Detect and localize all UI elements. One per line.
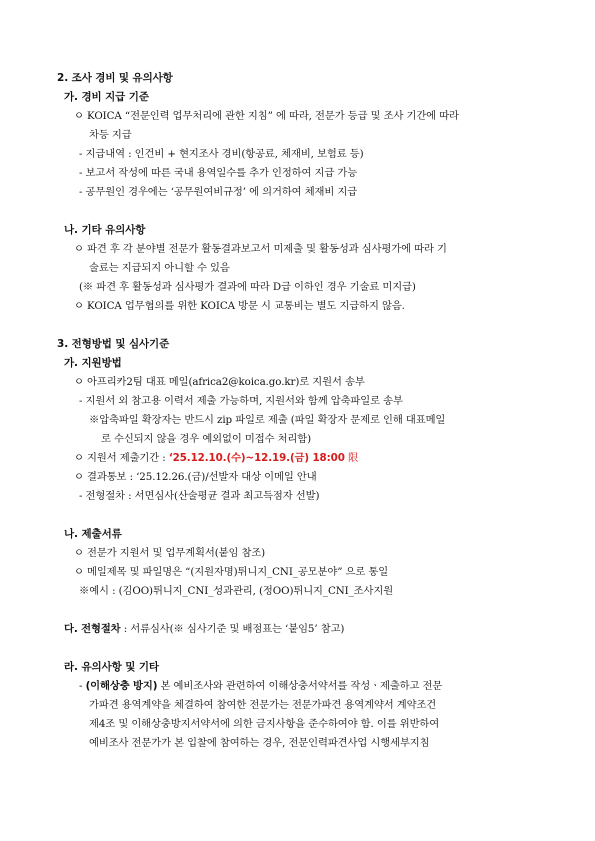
expense-paragraph-line-2: 차등 지급 [89, 129, 132, 141]
notes-paragraph-2: ㅇ KOICA 업무협의를 위한 KOICA 방문 시 교통비는 별도 지급하지 않음. [74, 300, 405, 312]
conflict-paragraph-line-1 [79, 679, 442, 693]
screening-procedure-line [64, 622, 344, 636]
conflict-paragraph-line-2: 가파견 용역계약을 체결하여 참여한 전문가는 전문가파견 용역계약서 계약조건 [89, 699, 437, 711]
conflict-prevention-label: (이해상충 방지) [85, 680, 158, 692]
subsection-precautions-heading: 라. 유의사항 및 기타 [64, 661, 159, 673]
subsection-application-method-heading: 가. 지원방법 [64, 357, 122, 369]
conflict-dash: - [79, 680, 86, 692]
expense-detail-1: - 지급내역 : 인건비 + 현지조사 경비(항공료, 체재비, 보험료 등) [79, 148, 364, 160]
submission-period-date: ‘25.12.10.(수)~12.19.(금) 18:00 [168, 452, 345, 464]
selection-procedure-line: - 전형절차 : 서면심사(산술평균 결과 최고득점자 선발) [79, 490, 320, 502]
notes-paragraph-line-2: 술료는 지급되지 아니할 수 있음 [89, 262, 230, 274]
submission-period-label: ㅇ 지원서 제출기간 : [74, 452, 169, 464]
zip-note-line-2: 로 수신되지 않을 경우 예외없이 미접수 처리함) [101, 433, 312, 445]
expense-paragraph-line-1: ㅇ KOICA “전문인력 업무처리에 관한 지침” 에 따라, 전문가 등급 및 조사 기간에 따라 [74, 110, 459, 122]
section-2-heading: 2. 조사 경비 및 유의사항 [57, 72, 173, 84]
result-notice-line: ㅇ 결과통보 : ‘25.12.26.(금)/선발자 대상 이메일 안내 [74, 471, 317, 483]
conflict-paragraph-line-4: 예비조사 전문가가 본 입찰에 참여하는 경우, 전문인력파견사업 시행세부지침 [89, 737, 430, 749]
documents-example: ※예시 : (김OO)튀니지_CNI_성과관리, (정OO)튀니지_CNI_조사지원 [79, 585, 394, 597]
documents-line-2: ㅇ 메일제목 및 파일명은 “(지원자명)튀니지_CNI_공모분야” 으로 통일 [74, 566, 389, 578]
application-detail-1: - 지원서 외 참고용 이력서 제출 가능하며, 지원서와 함께 압축파일로 송부 [79, 395, 403, 407]
subsection-expense-criteria-heading: 가. 경비 지급 기준 [64, 91, 149, 103]
conflict-paragraph-line-3: 제4조 및 이해상충방지서약서에 의한 금지사항을 준수하여야 함. 이를 위반하여 [89, 718, 440, 730]
submission-period-line [74, 451, 358, 465]
section-3-heading: 3. 전형방법 및 심사기준 [57, 338, 170, 350]
submission-period-deadline-mark: 限 [344, 452, 359, 464]
screening-procedure-text: : 서류심사(※ 심사기준 및 배점표는 ‘붙임5’ 참고) [120, 623, 345, 635]
subsection-documents-heading: 나. 제출서류 [64, 528, 122, 540]
notes-remark: (※ 파견 후 활동성과 심사평가 결과에 따라 D급 이하인 경우 기술료 미지급) [79, 281, 416, 293]
subsection-other-notes-heading: 나. 기타 유의사항 [64, 224, 146, 236]
documents-line-1: ㅇ 전문가 지원서 및 업무계획서(붙임 참조) [74, 547, 266, 559]
screening-procedure-heading: 다. 전형절차 [64, 623, 121, 635]
conflict-line-1-text: 본 예비조사와 관련하여 이해상충서약서를 작성ㆍ제출하고 전문 [157, 680, 443, 692]
expense-detail-2: - 보고서 작성에 따른 국내 용역일수를 추가 인정하여 지급 가능 [79, 167, 358, 179]
expense-detail-3: - 공무원인 경우에는 ‘공무원여비규정’ 에 의거하여 체재비 지급 [79, 186, 358, 198]
zip-note-line-1: ※압축파일 확장자는 반드시 zip 파일로 제출 (파일 확장자 문제로 인해 대표메일 [89, 414, 446, 426]
notes-paragraph-line-1: ㅇ 파견 후 각 분야별 전문가 활동결과보고서 미제출 및 활동성과 심사평가에 따라 기 [74, 243, 447, 255]
application-email-line: ㅇ 아프리카2팀 대표 메일(africa2@koica.go.kr)로 지원서 송부 [74, 376, 365, 388]
